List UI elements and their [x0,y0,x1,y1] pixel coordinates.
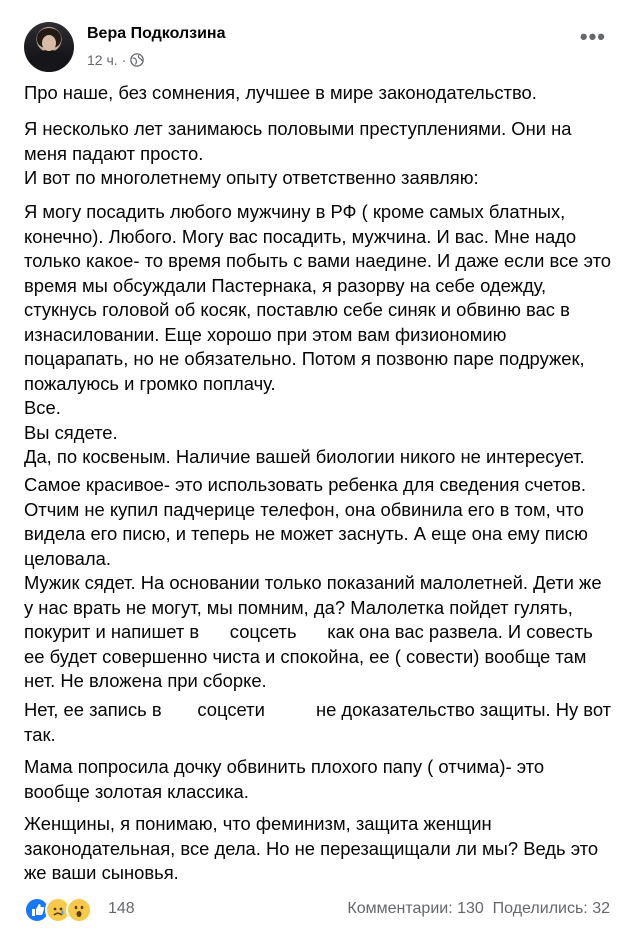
post-header [24,22,614,76]
paragraph-3: Я могу посадить любого мужчину в РФ ( кроме самых блатных, конечно). Любого. Могу вас посадить, мужчина. И вас. Мне надо только какое- то время побыть с вами наедине. И даже если все это время мы обсуждали Пастернака, я разорву на себе одежду, стукнусь головой об косяк, поставлю себе синяк и обвиню вас в изнасиловании. Еще хорошо при этом вам физиономию поцарапать, но не обязательно. Потом я позвоню паре подружек, пожалуюсь и громко поплачу. Все. Вы сядете. Да, по косвеным. Наличие вашей биологии никого не интересует. [24,201,612,467]
post-time[interactable]: 12 ч. [87,52,118,68]
post-footer [24,897,614,923]
post-stats [347,900,610,918]
paragraph-6: Мама попросила дочку обвинить плохого папу ( отчима)- это вообще золотая классика. [24,756,550,802]
reaction-count[interactable]: 148 [108,900,135,917]
shares-count[interactable]: Поделились: 32 [492,900,610,917]
paragraph-5: Нет, ее запись в соцсети не доказательство защиты. Ну вот так. [24,699,617,745]
post-meta [87,52,144,68]
paragraph-1: Про наше, без сомнения, лучшее в мире законодательство. [24,82,537,103]
reactions-summary[interactable] [24,897,92,923]
more-options-button[interactable]: ••• [579,24,606,49]
author-name[interactable]: Вера Подколзина [87,25,226,42]
paragraph-2: Я несколько лет занимаюсь половыми преступлениями. Они на меня падают просто. И вот по многолетнему опыту ответственно заявляю: [24,118,572,188]
avatar[interactable] [24,22,74,72]
meta-dot: · [121,52,127,68]
comments-count[interactable]: Комментарии: 130 [347,900,484,917]
paragraph-4: Самое красивое- это использовать ребенка для сведения счетов. Отчим не купил падчерице телефон, она обвинила его в том, что видела его писю, и теперь не может заснуть. А еще она ему писю целовала. Мужик сядет. На основании только показаний малолетней. Дети же у нас врать не могут, мы помним, да? Малолетка пойдет гулять, покурит и напишет в соцсеть как она вас развела. И совесть ее будет совершенно чиста и спокойна, ее ( совести) вообще там нет. Не вложена при сборке. [24,474,602,691]
globe-icon [130,53,144,67]
wow-reaction-icon [66,897,92,923]
paragraph-7: Женщины, я понимаю, что феминизм, защита женщин законодательная, все дела. Но не перезащищали ли мы? Ведь это же ваши сыновья. [24,813,604,883]
